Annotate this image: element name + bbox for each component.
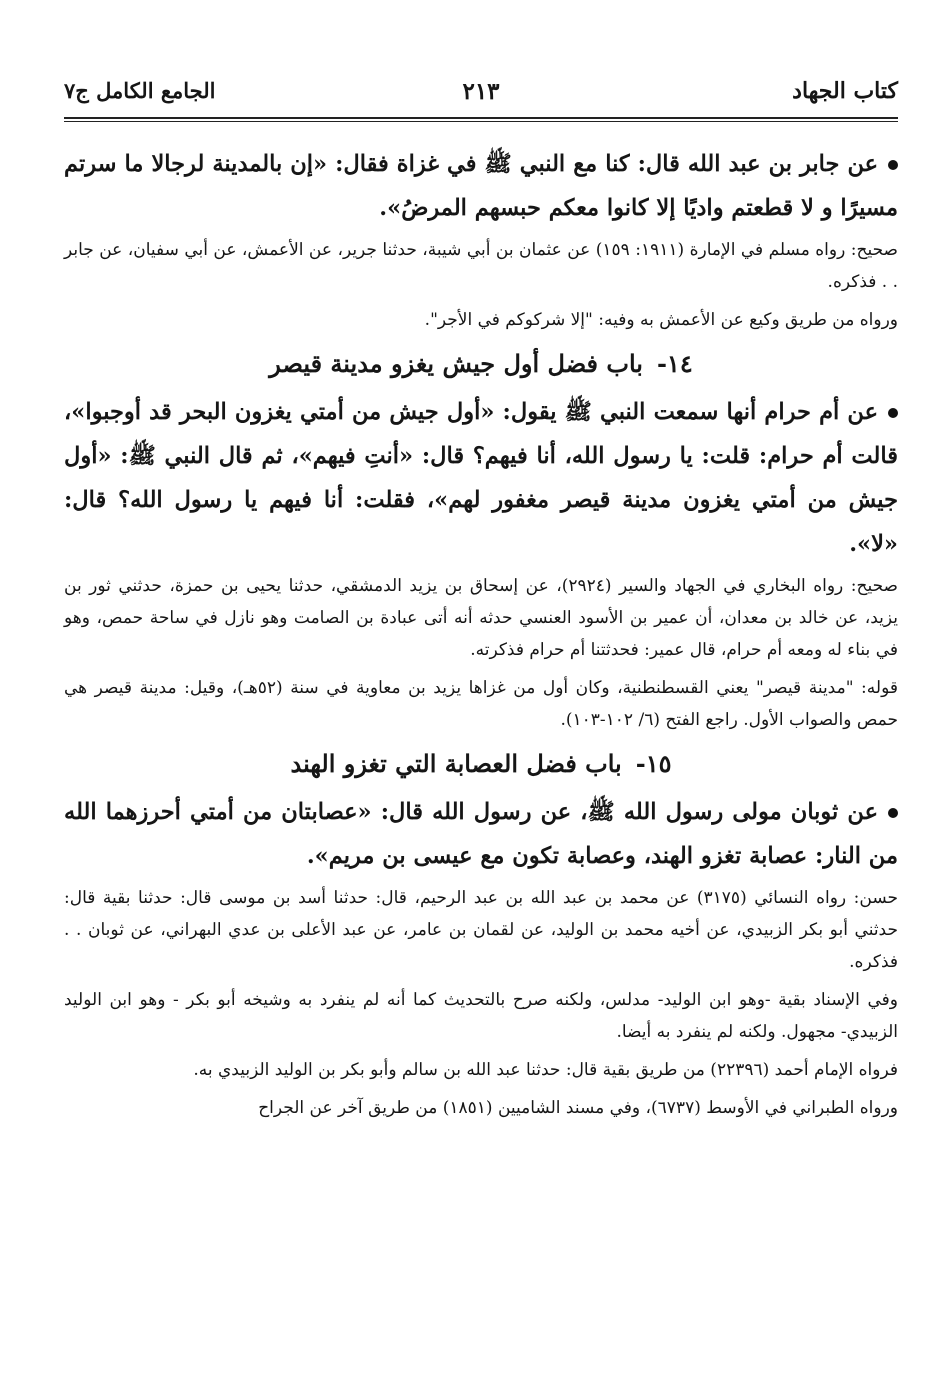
note-3-d: ورواه الطبراني في الأوسط (٦٧٣٧)، وفي مسند الشاميين (١٨٥١) من طريق آخر عن الجراح [258,1098,898,1118]
note-3-b: وفي الإسناد بقية -وهو ابن الوليد- مدلس، ولكنه صرح بالتحديث كما أنه لم ينفرد به وشيخه أبو بكر - وهو ابن الوليد الزبيدي- مجهول. ولكنه لم ينفرد به أيضا. [64,990,898,1042]
header-rule [64,117,898,119]
header-rule-thin [64,121,898,122]
note-3-a: حسن: رواه النسائي (٣١٧٥) عن محمد بن عبد الله بن عبد الرحيم، قال: حدثنا أسد بن موسى قال: حدثنا بقية قال: حدثني أبو بكر الزبيدي، عن أخيه محمد بن الوليد، عن لقمان بن عامر، عن عبد الأعلى بن عدي البهراني، عن ثوبان . . فذكره. [64,888,899,972]
header-book-title: كتاب الجهاد [792,78,898,104]
page-body [64,136,898,1130]
note-1-b: ورواه من طريق وكيع عن الأعمش به وفيه: "إلا شركوكم في الأجر". [424,310,898,330]
hadith-3-text: عن ثوبان مولى رسول الله ﷺ، عن رسول الله قال: «عصابتان من أمتي أحرزهما الله من النار: عصابة تغزو الهند، وعصابة تكون مع عيسى بن مريم». [64,799,898,869]
page-number: ٢١٣ [462,78,500,105]
hadith-2-text: عن أم حرام أنها سمعت النبي ﷺ يقول: «أول جيش من أمتي يغزون البحر قد أوجبوا»، قالت أم حرام: قلت: يا رسول الله، أنا فيهم؟ قال: «أنتِ فيهم»، ثم قال النبي ﷺ: «أول جيش من أمتي يغزون مدينة قيصر مغفور لهم»، فقلت: أنا فيهم يا رسول الله؟ قال: «لا». [64,399,898,557]
chapter-heading-14 [64,344,898,384]
note-2-b: قوله: "مدينة قيصر" يعني القسطنطنية، وكان أول من غزاها يزيد بن معاوية في سنة (٥٢هـ)، وقيل: مدينة قيصر هي حمص والصواب الأول. راجع الفتح (٦/ ١٠٢-١٠٣). [64,678,898,730]
bullet-icon [888,160,898,170]
chapter-number-14: ١٤- [656,349,693,378]
hadith-3 [64,790,898,878]
note-3-c: فرواه الإمام أحمد (٢٢٣٩٦) من طريق بقية قال: حدثنا عبد الله بن سالم وأبو بكر بن الوليد الزبيدي به. [193,1060,898,1080]
bullet-icon [888,808,898,818]
note-2-a: صحيح: رواه البخاري في الجهاد والسير (٢٩٢٤)، عن إسحاق بن يزيد الدمشقي، حدثنا يحيى بن حمزة، حدثني ثور بن يزيد، عن خالد بن معدان، أن عمير بن الأسود العنسي حدثه أنه أتى عبادة بن الصامت وهو نازل في ساحة حمص، وهو في بناء له ومعه أم حرام، قال عمير: فحدثتنا أم حرام فذكرته. [64,576,898,660]
bullet-icon [888,408,898,418]
hadith-1-text: عن جابر بن عبد الله قال: كنا مع النبي ﷺ في غزاة فقال: «إن بالمدينة لرجالا ما سرتم مسيرًا و لا قطعتم واديًا إلا كانوا معكم حبسهم المرضُ». [64,151,898,221]
chapter-heading-15 [64,744,898,784]
chapter-title-14: باب فضل أول جيش يغزو مدينة قيصر [269,349,643,378]
hadith-1 [64,142,898,230]
note-1-a: صحيح: رواه مسلم في الإمارة (١٩١١: ١٥٩) عن عثمان بن أبي شيبة، حدثنا جرير، عن الأعمش، عن أبي سفيان، عن جابر . . فذكره. [64,240,898,292]
chapter-number-15: ١٥- [635,749,672,778]
running-header [64,70,898,114]
hadith-2 [64,390,898,566]
header-volume-title: الجامع الكامل ج٧ [64,78,216,103]
chapter-title-15: باب فضل العصابة التي تغزو الهند [290,749,622,778]
